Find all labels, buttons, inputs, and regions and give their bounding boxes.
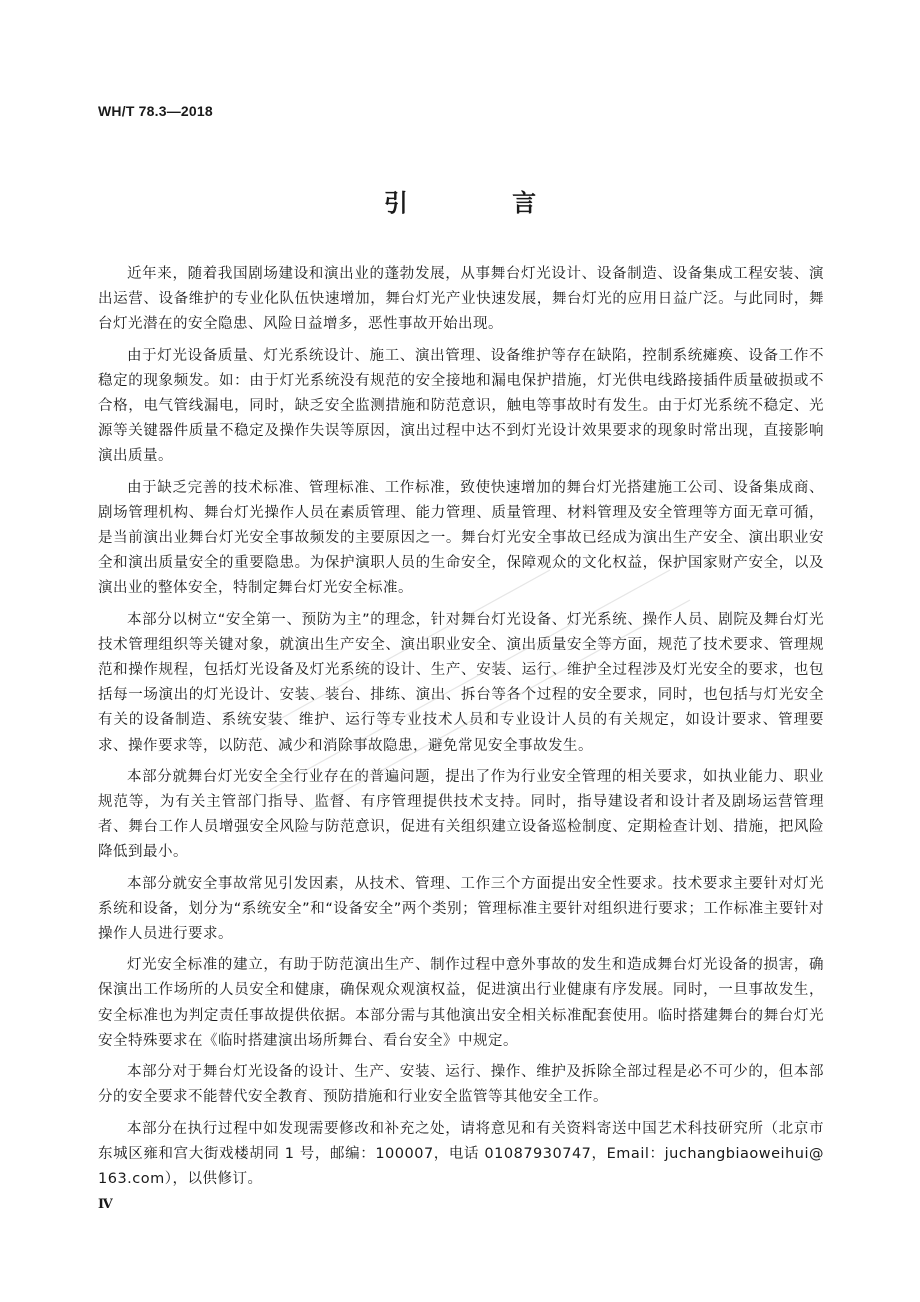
standard-code: WH/T 78.3—2018 [98, 103, 213, 119]
paragraph-7: 灯光安全标准的建立，有助于防范演出生产、制作过程中意外事故的发生和造成舞台灯光设备的损害，确保演出工作场所的人员安全和健康，确保观众观演权益，促进演出行业健康有序发展。同时，一旦事故发生，安全标准也为判定责任事故提供依据。本部分需与其他演出安全相关标准配套使用。临时搭建舞台的舞台灯光安全特殊要求在《临时搭建演出场所舞台、看台安全》中规定。 [98, 957, 824, 1049]
page-number: Ⅳ [98, 1197, 113, 1212]
paragraph-3: 由于缺乏完善的技术标准、管理标准、工作标准，致使快速增加的舞台灯光搭建施工公司、设备集成商、剧场管理机构、舞台灯光操作人员在素质管理、能力管理、质量管理、材料管理及安全管理等方面无章可循，是当前演出业舞台灯光安全事故频发的主要原因之一。舞台灯光安全事故已经成为演出生产安全、演出职业安全和演出质量安全的重要隐患。为保护演职人员的生命安全，保障观众的文化权益，保护国家财产安全，以及演出业的整体安全，特制定舞台灯光安全标准。 [98, 479, 824, 597]
paragraph-9: 本部分在执行过程中如发现需要修改和补充之处，请将意见和有关资料寄送中国艺术科技研究所（北京市东城区雍和宫大街戏楼胡同 1 号，邮编：100007，电话 01087930747，Email：juchangbiaoweihui@163.com），以供修订。 [98, 1120, 824, 1187]
paragraph-8: 本部分对于舞台灯光设备的设计、生产、安装、运行、操作、维护及拆除全部过程是必不可少的，但本部分的安全要求不能替代安全教育、预防措施和行业安全监管等其他安全工作。 [98, 1064, 824, 1106]
paragraph-2: 由于灯光设备质量、灯光系统设计、施工、演出管理、设备维护等存在缺陷，控制系统瘫痪、设备工作不稳定的现象频发。如：由于灯光系统没有规范的安全接地和漏电保护措施，灯光供电线路接插件质量破损或不合格，电气管线漏电，同时，缺乏安全监测措施和防范意识，触电等事故时有发生。由于灯光系统不稳定、光源等关键器件质量不稳定及操作失误等原因，演出过程中达不到灯光设计效果要求的现象时常出现，直接影响演出质量。 [98, 347, 824, 465]
paragraph-6: 本部分就安全事故常见引发因素，从技术、管理、工作三个方面提出安全性要求。技术要求主要针对灯光系统和设备，划分为“系统安全”和“设备安全”两个类别；管理标准主要针对组织进行要求；工作标准主要针对操作人员进行要求。 [98, 875, 824, 943]
page-title: 引 言 [383, 189, 585, 217]
paragraph-1: 近年来，随着我国剧场建设和演出业的蓬勃发展，从事舞台灯光设计、设备制造、设备集成工程安装、演出运营、设备维护的专业化队伍快速增加，舞台灯光产业快速发展，舞台灯光的应用日益广泛。与此同时，舞台灯光潜在的安全隐患、风险日益增多，恶性事故开始出现。 [98, 266, 824, 333]
paragraph-5: 本部分就舞台灯光安全全行业存在的普遍问题，提出了作为行业安全管理的相关要求，如执业能力、职业规范等，为有关主管部门指导、监督、有序管理提供技术支持。同时，指导建设者和设计者及剧场运营管理者、舞台工作人员增强安全风险与防范意识，促进有关组织建立设备巡检制度、定期检查计划、措施，把风险降低到最小。 [98, 768, 824, 861]
paragraph-4: 本部分以树立“安全第一、预防为主”的理念，针对舞台灯光设备、灯光系统、操作人员、剧院及舞台灯光技术管理组织等关键对象，就演出生产安全、演出职业安全、演出质量安全等方面，规范了技术要求、管理规范和操作规程，包括灯光设备及灯光系统的设计、生产、安装、运行、维护全过程涉及灯光安全的要求，也包括每一场演出的灯光设计、安装、装台、排练、演出、拆台等各个过程的安全要求，同时，也包括与灯光安全有关的设备制造、系统安装、维护、运行等专业技术人员和专业设计人员的有关规定，如设计要求、管理要求、操作要求等，以防范、减少和消除事故隐患，避免常见安全事故发生。 [98, 611, 824, 754]
body-text [98, 262, 824, 1198]
